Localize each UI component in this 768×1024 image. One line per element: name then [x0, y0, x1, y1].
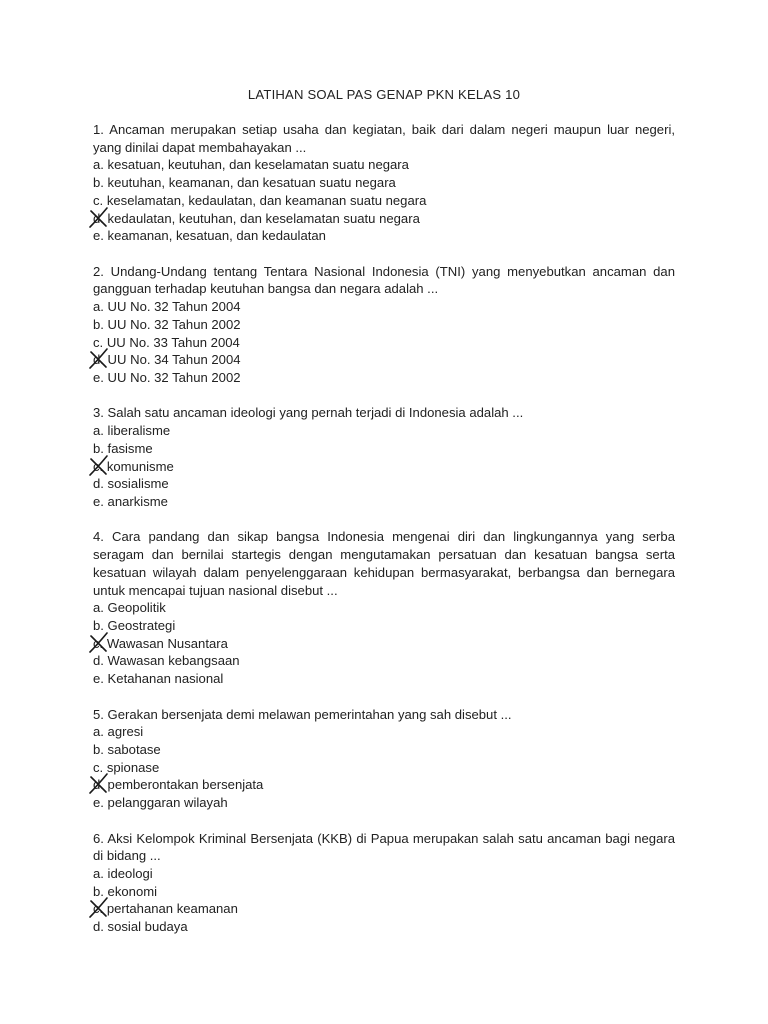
question-stem: 4. Cara pandang dan sikap bangsa Indonesia mengenai diri dan lingkungannya yang serba seragam dan bernilai startegis dengan mengutamakan persatuan dan kesatuan bangsa serta kesatuan wilayah dalam penyelenggaraan kehidupan bermasyarakat, berbangsa dan bernegara untuk mencapai tujuan nasional disebut ... [93, 529, 675, 598]
answer-option-text: b. ekonomi [93, 883, 158, 899]
answer-option [93, 900, 675, 918]
answer-option-text: b. sabotase [93, 741, 161, 757]
answer-option-text: d. sosialisme [93, 476, 169, 492]
question-stem: 6. Aksi Kelompok Kriminal Bersenjata (KKB) di Papua merupakan salah satu ancaman bagi negara di bidang ... [93, 830, 675, 864]
answer-option [93, 156, 675, 174]
answer-option [93, 351, 675, 369]
document-title: LATIHAN SOAL PAS GENAP PKN KELAS 10 [247, 87, 521, 102]
question-block [93, 404, 675, 510]
answer-option-text: c. keselamatan, kedaulatan, dan keamanan suatu negara [93, 192, 427, 208]
handwritten-x-mark-icon [88, 454, 110, 476]
answer-option [93, 652, 675, 670]
answer-option [93, 192, 675, 210]
answer-option [93, 741, 675, 759]
question-list [93, 121, 675, 936]
answer-option-text: b. fasisme [93, 440, 153, 456]
handwritten-x-mark-icon [88, 206, 110, 228]
answer-option-text: e. pelanggaran wilayah [93, 795, 228, 811]
answer-option [93, 617, 675, 635]
answer-option-text: c. UU No. 33 Tahun 2004 [93, 334, 240, 350]
answer-option [93, 369, 675, 387]
answer-option-text: d. pemberontakan bersenjata [93, 777, 264, 793]
answer-option [93, 493, 675, 511]
answer-option [93, 422, 675, 440]
answer-option [93, 599, 675, 617]
answer-option-text: e. Ketahanan nasional [93, 671, 224, 687]
answer-option-text: e. anarkisme [93, 493, 168, 509]
answer-option [93, 883, 675, 901]
answer-option-text: d. sosial budaya [93, 919, 188, 935]
answer-option [93, 670, 675, 688]
question-block [93, 528, 675, 687]
answer-option [93, 298, 675, 316]
answer-option-text: a. kesatuan, keutuhan, dan keselamatan suatu negara [93, 157, 409, 173]
answer-option-text: a. Geopolitik [93, 600, 166, 616]
answer-option [93, 174, 675, 192]
handwritten-x-mark-icon [88, 631, 110, 653]
answer-option-text: a. agresi [93, 724, 144, 740]
answer-option-text: e. keamanan, kesatuan, dan kedaulatan [93, 228, 326, 244]
handwritten-x-mark-icon [88, 896, 110, 918]
handwritten-x-mark-icon [88, 347, 110, 369]
question-stem: 5. Gerakan bersenjata demi melawan pemerintahan yang sah disebut ... [93, 706, 512, 722]
answer-option [93, 475, 675, 493]
answer-option [93, 918, 675, 936]
answer-option [93, 316, 675, 334]
answer-option-text: c. Wawasan Nusantara [93, 635, 228, 651]
answer-option-text: d. Wawasan kebangsaan [93, 653, 240, 669]
answer-option-text: a. UU No. 32 Tahun 2004 [93, 299, 241, 315]
answer-option [93, 635, 675, 653]
answer-option [93, 458, 675, 476]
question-stem: 1. Ancaman merupakan setiap usaha dan kegiatan, baik dari dalam negeri maupun luar negeri, yang dinilai dapat membahayakan ... [93, 122, 675, 155]
answer-option-text: d. kedaulatan, keutuhan, dan keselamatan suatu negara [93, 210, 420, 226]
answer-option-text: a. liberalisme [93, 423, 171, 439]
answer-option-text: d. UU No. 34 Tahun 2004 [93, 352, 241, 368]
question-stem: 3. Salah satu ancaman ideologi yang pernah terjadi di Indonesia adalah ... [93, 405, 524, 421]
answer-option [93, 210, 675, 228]
answer-option-text: b. keutuhan, keamanan, dan kesatuan suatu negara [93, 175, 396, 191]
document-page [93, 86, 675, 954]
answer-option-text: e. UU No. 32 Tahun 2002 [93, 369, 241, 385]
answer-option [93, 440, 675, 458]
question-block [93, 706, 675, 812]
question-block [93, 121, 675, 245]
answer-option-text: c. spionase [93, 759, 160, 775]
answer-option-text: b. Geostrategi [93, 617, 176, 633]
question-stem: 2. Undang-Undang tentang Tentara Nasional Indonesia (TNI) yang menyebutkan ancaman dan gangguan terhadap keutuhan bangsa dan negara adalah ... [93, 263, 675, 297]
answer-option [93, 865, 675, 883]
answer-option-text: c. pertahanan keamanan [93, 901, 238, 917]
answer-option-text: a. ideologi [93, 866, 153, 881]
answer-option [93, 723, 675, 741]
answer-option-text: c. komunisme [93, 458, 174, 474]
answer-option [93, 334, 675, 352]
answer-option-text: b. UU No. 32 Tahun 2002 [93, 316, 241, 332]
answer-option [93, 759, 675, 777]
question-block [93, 830, 675, 936]
answer-option [93, 776, 675, 794]
answer-option [93, 794, 675, 812]
handwritten-x-mark-icon [88, 772, 110, 794]
answer-option [93, 227, 675, 245]
question-block [93, 263, 675, 387]
